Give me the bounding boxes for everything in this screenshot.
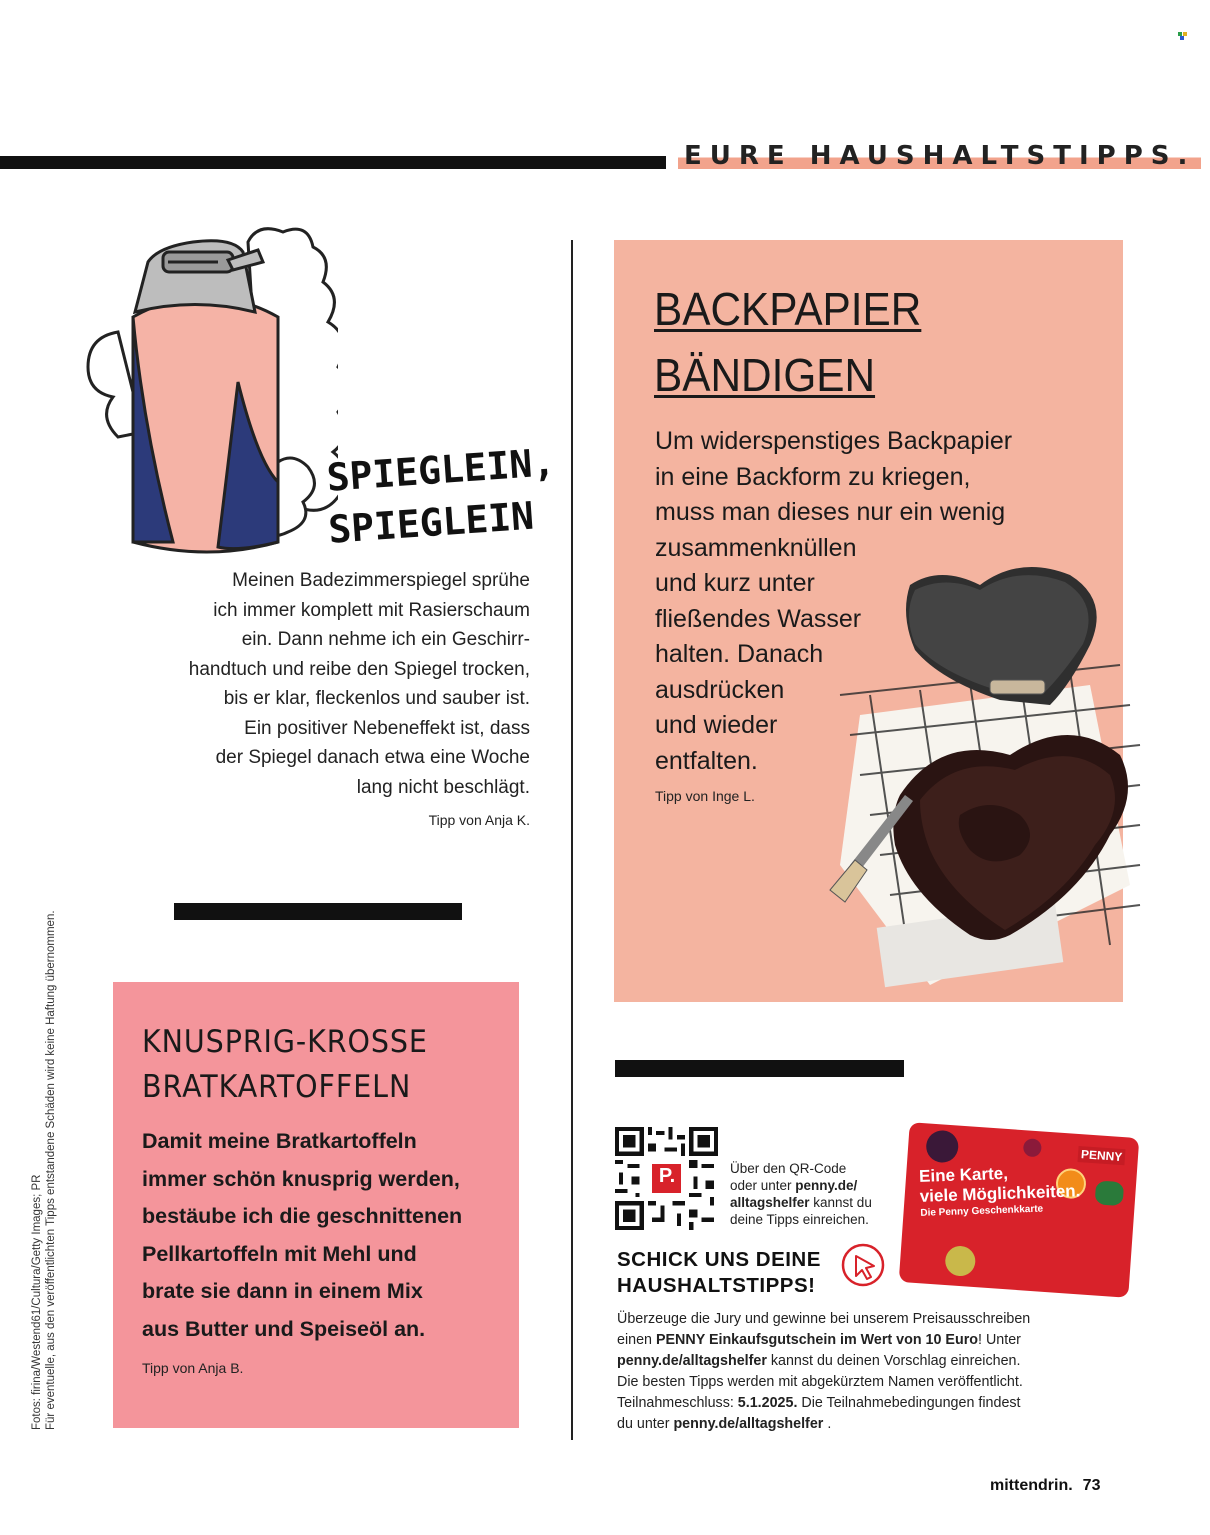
tip-backpapier-line: entfalten. [655, 746, 758, 775]
tip-bratkartoffeln-line: brate sie dann in einem Mix [142, 1279, 423, 1303]
tip-mirror-text [140, 566, 530, 802]
giftcard-headline-2: viele Möglichkeiten. [919, 1181, 1081, 1206]
tip-mirror-line: ein. Dann nehme ich ein Geschirr- [241, 629, 530, 650]
eggplant-icon [925, 1129, 959, 1163]
tip-bratkartoffeln-author: Tipp von Anja B. [142, 1360, 244, 1376]
credits-line1: Fotos: firina/Westend61/Cultura/Getty Images; PR [31, 1174, 43, 1430]
tip-mirror-line: der Spiegel danach etwa eine Woche [215, 747, 530, 768]
credits-line2: Für eventuelle, aus den veröffentlichten Tipps entstandene Schäden wird keine Haftung übernommen. [45, 910, 57, 1430]
tip-bratkartoffeln-title-line1: KNUSPRIG-KROSSE [142, 1024, 428, 1060]
tip-backpapier-line: und wieder [655, 711, 778, 739]
tip-mirror-author: Tipp von Anja K. [428, 812, 530, 828]
food-bowl-icon [944, 1245, 976, 1277]
tip-backpapier-line: in eine Backform zu kriegen, [655, 462, 971, 491]
contest-text: . [823, 1416, 832, 1432]
section-rule-right [615, 1060, 904, 1077]
tip-backpapier-line: fließendes Wasser [655, 604, 862, 633]
giftcard-headline-1: Eine Karte, [918, 1163, 1009, 1186]
shaving-foam-can-illustration [78, 222, 338, 562]
column-divider [571, 240, 573, 1440]
tip-bratkartoffeln-line: Damit meine Bratkartoffeln [142, 1129, 417, 1153]
contest-prize: PENNY Einkaufsgutschein im Wert von 10 Euro [655, 1332, 978, 1348]
qr-link-2[interactable]: alltagshelfer [730, 1195, 810, 1210]
header-rule [0, 156, 666, 169]
tip-backpapier-line: halten. Danach [655, 640, 824, 668]
tip-mirror-title-line1: SPIEGLEIN, [325, 440, 557, 500]
qr-text-3: kannst du [809, 1195, 872, 1210]
tip-backpapier-line: Um widerspenstiges Backpapier [655, 427, 1013, 455]
tip-bratkartoffeln-line: bestäube ich die geschnittenen [142, 1204, 463, 1228]
tip-mirror-line: Ein positiver Nebeneffekt ist, dass [244, 717, 530, 739]
tip-bratkartoffeln-text [142, 1123, 512, 1348]
tip-mirror-line: bis er klar, fleckenlos und sauber ist. [223, 688, 530, 709]
tip-mirror-line: lang nicht beschlägt. [356, 776, 530, 798]
tip-mirror-line: handtuch und reibe den Spiegel trocken, [188, 658, 530, 680]
giftcard-brand: PENNY [1077, 1146, 1125, 1165]
tip-backpapier-title [654, 276, 1059, 408]
tip-bratkartoffeln-title-line2: BRATKARTOFFELN [142, 1069, 412, 1105]
contest-line [617, 1393, 1097, 1414]
giftcard-sub: Die Penny Geschenkkarte [920, 1203, 1044, 1219]
tip-bratkartoffeln-line: Pellkartoffeln mit Mehl und [142, 1241, 417, 1266]
contest-text: Die Teilnahmebedingungen findest [797, 1395, 1021, 1411]
contest-text: Teilnahmeschluss: [617, 1395, 738, 1411]
qr-link-1[interactable]: penny.de/ [795, 1178, 858, 1193]
submit-headline-line2: HAUSHALTSTIPPS! [617, 1274, 816, 1297]
tip-backpapier-line: zusammenknüllen [655, 533, 857, 562]
tip-backpapier-line: und kurz unter [655, 569, 815, 597]
photo-credits [30, 850, 58, 1430]
contest-link[interactable]: penny.de/alltagshelfer [673, 1416, 824, 1432]
contest-info [617, 1309, 1097, 1435]
page-number: 73 [1082, 1477, 1101, 1494]
tip-mirror-line: ich immer komplett mit Rasierschaum [213, 599, 530, 621]
tip-backpapier-text [655, 424, 1105, 779]
berries-icon [1023, 1138, 1042, 1157]
submit-headline-line1: SCHICK UNS DEINE [617, 1248, 821, 1271]
qr-text-4: deine Tipps einreichen. [730, 1212, 869, 1227]
contest-text: ! Unter [978, 1332, 1021, 1348]
qr-text-1: Über den QR-Code [730, 1161, 847, 1176]
tip-backpapier-line: muss man dieses nur ein wenig [655, 498, 1006, 526]
page-footer [990, 1477, 1100, 1495]
qr-logo: P. [658, 1165, 676, 1187]
contest-line: Die besten Tipps werden mit abgekürztem Namen veröffentlicht. [617, 1374, 1023, 1390]
tip-mirror-line: Meinen Badezimmerspiegel sprühe [232, 570, 530, 591]
tip-backpapier-title-line2: BÄNDIGEN [654, 349, 876, 401]
magazine-name: mittendrin. [990, 1477, 1073, 1494]
qr-text-2: oder unter [730, 1178, 796, 1193]
contest-link[interactable]: penny.de/alltagshelfer [617, 1353, 767, 1369]
tip-backpapier-line: ausdrücken [655, 675, 785, 704]
page-title: EURE HAUSHALTSTIPPS. [678, 143, 1201, 169]
click-cursor-icon [838, 1240, 888, 1290]
contest-text: du unter [617, 1416, 674, 1432]
contest-line [617, 1330, 1097, 1351]
qr-instructions [730, 1160, 890, 1228]
corner-mark-icon [1178, 32, 1188, 40]
tip-bratkartoffeln-line: aus Butter und Speiseöl an. [142, 1316, 426, 1341]
contest-line [617, 1351, 1097, 1372]
contest-line: Überzeuge die Jury und gewinne bei unserem Preisausschreiben [617, 1311, 1031, 1327]
tip-mirror-title-line2: SPIEGLEIN [326, 493, 536, 552]
contest-text: einen [617, 1332, 656, 1348]
tip-backpapier-title-line1: BACKPAPIER [654, 283, 922, 335]
tip-bratkartoffeln-line: immer schön knusprig werden, [142, 1166, 460, 1191]
contest-text: kannst du deinen Vorschlag einreichen. [766, 1353, 1021, 1369]
penny-giftcard [899, 1122, 1140, 1298]
submit-headline [617, 1247, 847, 1299]
tip-mirror-title [325, 435, 582, 556]
contest-deadline: 5.1.2025. [737, 1395, 798, 1411]
tip-backpapier-author: Tipp von Inge L. [655, 788, 755, 804]
tip-bratkartoffeln-title [142, 1020, 482, 1110]
contest-line [617, 1414, 1097, 1435]
section-rule-left [174, 903, 462, 920]
